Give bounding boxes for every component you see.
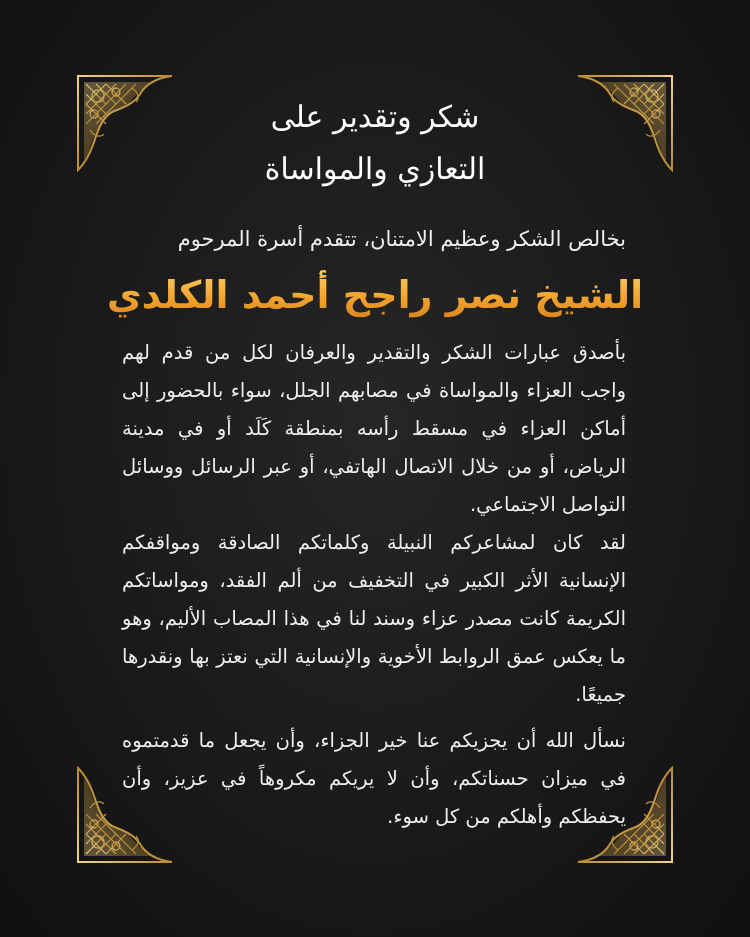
intro-text: بخالص الشكر وعظيم الامتنان، تتقدم أسرة المرحوم (177, 227, 626, 251)
paragraph-thanks: بأصدق عبارات الشكر والتقدير والعرفان لكل من قدم لهم واجب العزاء والمواساة في مصابهم الجلل، سواء بالحضور إلى أماكن العزاء في مسقط رأسه بمنطقة كَلَد أو في مدينة الرياض، أو من خلال الاتصال الهاتفي، أو عبر الرسائل ووسائل التواصل الاجتماعي. (122, 341, 626, 516)
title-line-2: التعازي والمواساة (264, 152, 486, 187)
paragraph-prayer: نسأل الله أن يجزيكم عنا خير الجزاء، وأن يجعل ما قدمتموه في ميزان حسناتكم، وأن لا يريكم مكروهاً في عزيز، وأن يحفظكم وأهلكم من كل سوء. (122, 729, 626, 828)
card-title (0, 92, 750, 196)
paragraph-appreciation: لقد كان لمشاعركم النبيلة وكلماتكم الصادقة ومواقفكم الإنسانية الأثر الكبير في التخفيف من ألم الفقد، ومواساتكم الكريمة كانت مصدر عزاء وسند لنا في هذا المصاب الأليم، وهو ما يعكس عمق الروابط الأخوية والإنسانية التي نعتز بها ونقدرها جميعًا. (122, 531, 626, 706)
deceased-name: الشيخ نصر راجح أحمد الكلدي (0, 268, 750, 322)
title-line-1: شكر وتقدير على (270, 100, 480, 135)
